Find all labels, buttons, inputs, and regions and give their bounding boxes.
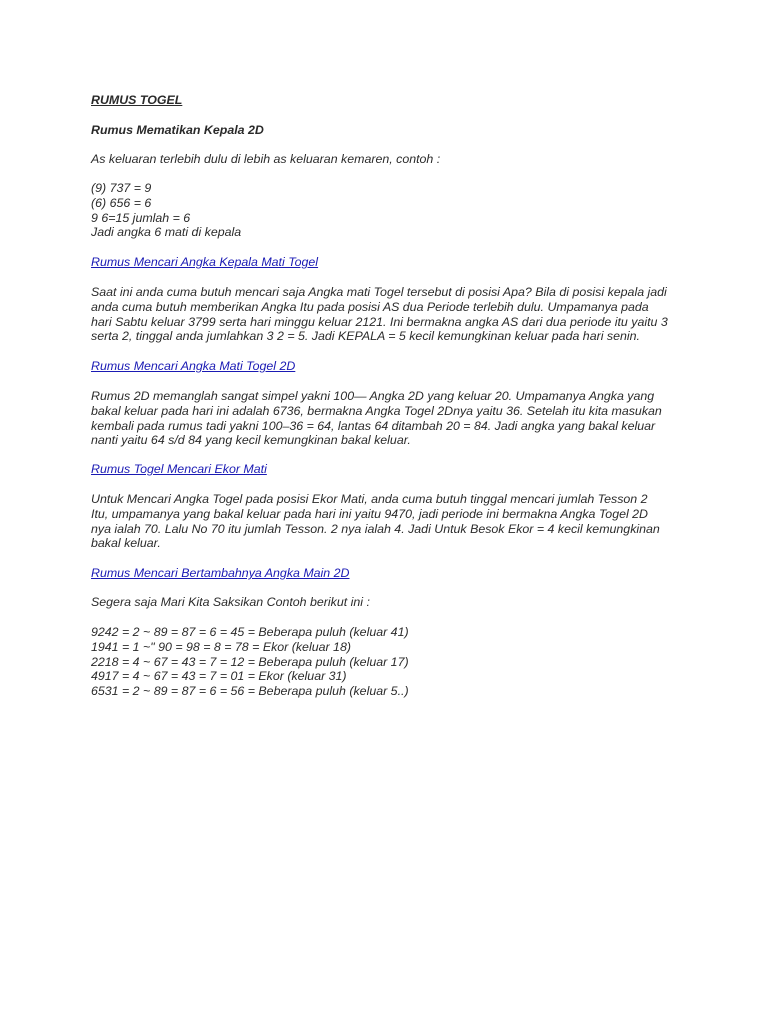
link-rumus-bertambah-2d[interactable]: Rumus Mencari Bertambahnya Angka Main 2D [91, 566, 350, 580]
section-4-body [91, 595, 370, 610]
document-title: RUMUS TOGEL [91, 93, 183, 107]
section-1-link-block [91, 255, 318, 270]
section-2-link-block [91, 359, 295, 374]
example-line: 1941 = 1 ~" 90 = 98 = 8 = 78 = Ekor (keluar 18) [91, 639, 351, 654]
paragraph-line: bakal keluar pada hari ini adalah 6736, bermakna Angka Togel 2Dnya yaitu 36. Setelah itu kita masukan [91, 403, 662, 418]
paragraph-line: nya ialah 70. Lalu No 70 itu jumlah Tesson. 2 nya ialah 4. Jadi Untuk Besok Ekor = 4 kecil kemungkinan [91, 521, 660, 536]
example-line: 6531 = 2 ~ 89 = 87 = 6 = 56 = Beberapa puluh (keluar 5..) [91, 684, 409, 699]
paragraph-line: Saat ini anda cuma butuh mencari saja Angka mati Togel tersebut di posisi Apa? Bila di posisi kepala jadi [91, 285, 667, 299]
intro-block [91, 152, 440, 167]
document-title-block [91, 93, 182, 108]
section-3-body [91, 492, 660, 551]
example-line: 9242 = 2 ~ 89 = 87 = 6 = 45 = Beberapa puluh (keluar 41) [91, 625, 409, 639]
example-2-block [91, 625, 409, 699]
link-rumus-kepala-mati[interactable]: Rumus Mencari Angka Kepala Mati Togel [91, 255, 319, 269]
paragraph-line: serta 2, tinggal anda jumlahkan 3 2 = 5. Jadi KEPALA = 5 kecil kemungkinan keluar pada hari senin. [91, 329, 640, 344]
example-line: (6) 656 = 6 [91, 195, 152, 210]
section-4-link-block [91, 566, 350, 581]
section-2-body [91, 389, 662, 448]
paragraph-line: nanti yaitu 64 s/d 84 yang kecil kemungkinan bakal keluar. [91, 433, 411, 448]
intro-text: As keluaran terlebih dulu di lebih as keluaran kemaren, contoh : [91, 152, 441, 166]
example-line: Jadi angka 6 mati di kepala [91, 225, 242, 240]
link-rumus-mati-2d[interactable]: Rumus Mencari Angka Mati Togel 2D [91, 359, 296, 373]
paragraph-line: Segera saja Mari Kita Saksikan Contoh berikut ini : [91, 595, 370, 609]
link-rumus-ekor-mati[interactable]: Rumus Togel Mencari Ekor Mati [91, 462, 267, 476]
paragraph-line: Itu, umpamanya yang bakal keluar pada hari ini yaitu 9470, jadi periode ini bermakna Angka Togel 2D [91, 506, 649, 521]
example-line: 9 6=15 jumlah = 6 [91, 210, 191, 225]
section-1-body [91, 285, 668, 344]
paragraph-line: bakal keluar. [91, 536, 161, 551]
section-heading: Rumus Mematikan Kepala 2D [91, 123, 264, 137]
paragraph-line: Untuk Mencari Angka Togel pada posisi Ekor Mati, anda cuma butuh tinggal mencari jumlah Tesson 2 [91, 492, 648, 506]
example-line: 2218 = 4 ~ 67 = 43 = 7 = 12 = Beberapa puluh (keluar 17) [91, 654, 409, 669]
paragraph-line: hari Sabtu keluar 3799 serta hari minggu keluar 2121. Ini bermakna angka AS dari dua periode itu yaitu 3 [91, 314, 668, 329]
section-3-link-block [91, 462, 267, 477]
paragraph-line: Rumus 2D memanglah sangat simpel yakni 100— Angka 2D yang keluar 20. Umpamanya Angka yang [91, 389, 655, 403]
example-1-block [91, 181, 241, 240]
example-line: 4917 = 4 ~ 67 = 43 = 7 = 01 = Ekor (keluar 31) [91, 669, 347, 684]
paragraph-line: anda cuma butuh memberikan Angka Itu pada posisi AS dua Periode terlebih dulu. Umpamanya pada [91, 299, 649, 314]
subtitle-block [91, 123, 264, 138]
example-line: (9) 737 = 9 [91, 181, 152, 195]
paragraph-line: kembali pada rumus tadi yakni 100–36 = 64, lantas 64 ditambah 20 = 84. Jadi angka yang bakal keluar [91, 418, 656, 433]
